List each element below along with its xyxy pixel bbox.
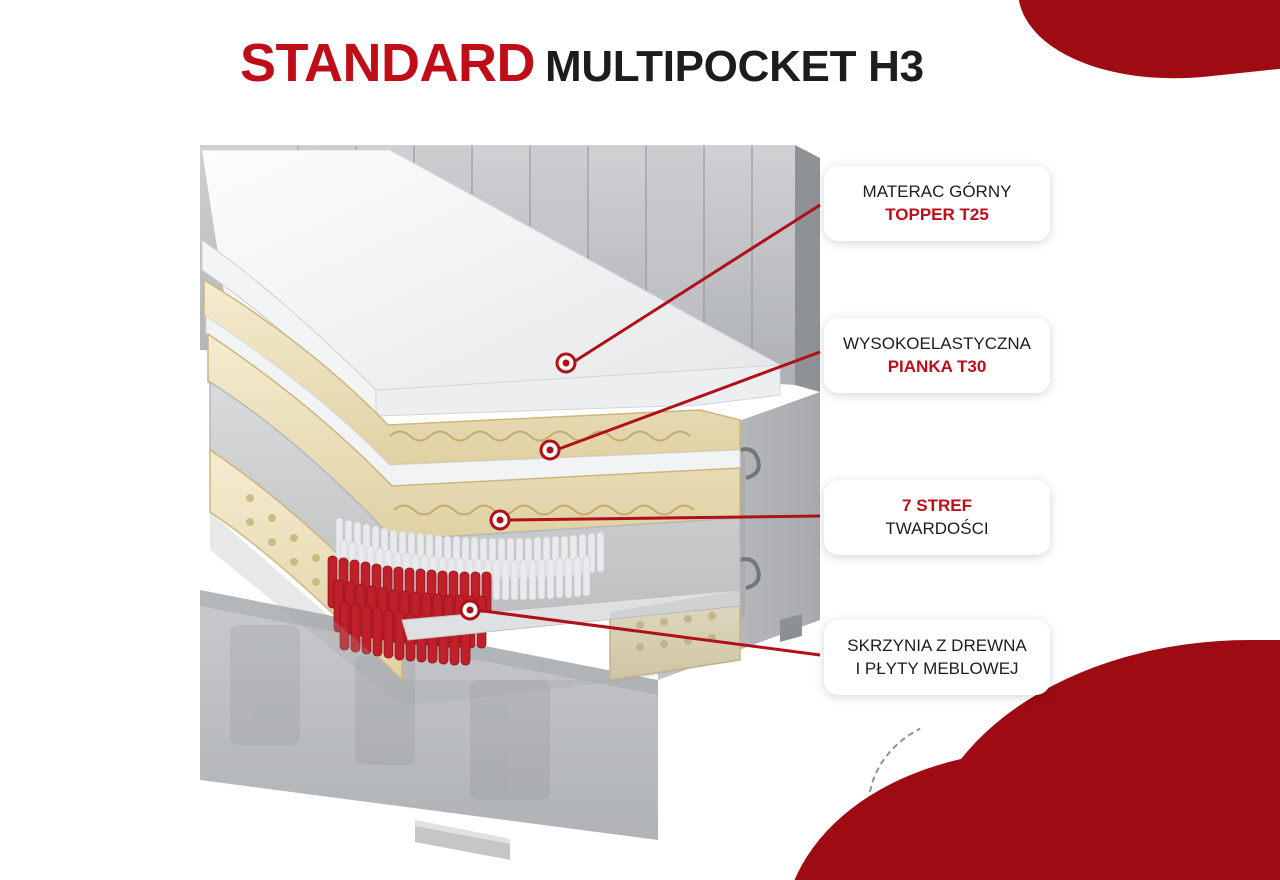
- callout-topper-line1: MATERAC GÓRNY: [862, 182, 1012, 201]
- callout-box-line2: I PŁYTY MEBLOWEJ: [855, 659, 1019, 679]
- callout-foam-line1: WYSOKOELASTYCZNA: [843, 334, 1031, 353]
- title-brand: STANDARD: [240, 33, 535, 93]
- callout-foam-line2: PIANKA T30: [887, 357, 987, 377]
- title-model: MULTIPOCKET H3: [544, 42, 924, 91]
- callout-box: [824, 620, 1050, 695]
- bed-cutaway-illustration: [140, 120, 840, 860]
- callout-topper: [824, 166, 1050, 241]
- page-title: [240, 33, 924, 93]
- callout-box-line1: SKRZYNIA Z DREWNA: [847, 636, 1027, 655]
- callout-zones-line2: TWARDOŚCI: [885, 519, 989, 539]
- callout-foam: [824, 318, 1050, 393]
- callout-topper-line2: TOPPER T25: [885, 205, 989, 225]
- decorative-swoosh-top-right: [1013, 0, 1280, 95]
- callout-zones: [824, 480, 1050, 555]
- callout-zones-line1: 7 STREF: [902, 496, 972, 515]
